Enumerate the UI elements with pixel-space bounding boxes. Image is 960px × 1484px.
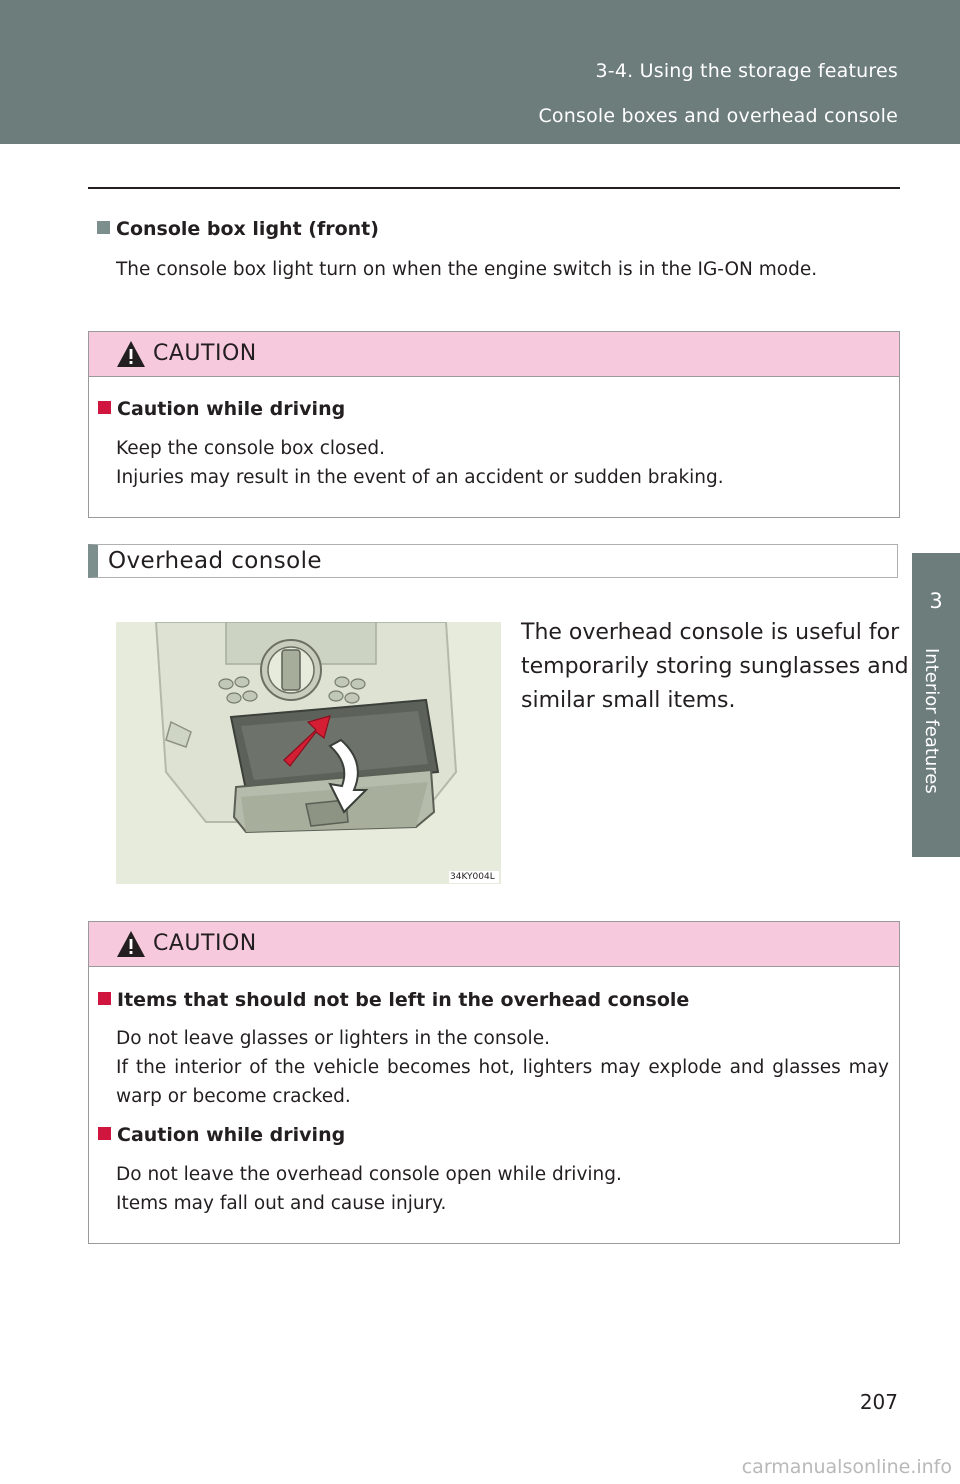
caution-label: CAUTION <box>153 341 257 366</box>
overhead-description <box>521 616 909 718</box>
chapter-number: 3 <box>929 589 943 613</box>
caution2-item2-heading <box>98 1124 345 1146</box>
square-bullet-icon <box>98 1127 111 1140</box>
header-band <box>0 0 960 144</box>
chapter-label: Interior features <box>921 648 942 794</box>
page-number: 207 <box>859 1390 898 1414</box>
caution-header <box>89 922 899 967</box>
caution1-item-heading <box>98 398 345 420</box>
caution-box-1 <box>88 331 900 518</box>
caution2-item1-line: warp or become cracked. <box>116 1086 351 1107</box>
image-code-label: 34KY004L <box>450 872 495 882</box>
caution2-item1-title: Items that should not be left in the overhead console <box>117 989 690 1011</box>
square-bullet-icon <box>98 401 111 414</box>
caution2-item2-line: Do not leave the overhead console open while driving. <box>116 1164 622 1185</box>
caution-header <box>89 332 899 377</box>
caution1-line: Injuries may result in the event of an accident or sudden braking. <box>116 467 724 488</box>
square-bullet-icon <box>98 992 111 1005</box>
caution2-item1-line: If the interior of the vehicle becomes hot, lighters may explode and glasses may <box>116 1057 889 1078</box>
console-light-title: Console box light (front) <box>116 218 379 240</box>
caution-label: CAUTION <box>153 931 257 956</box>
caution2-item1-heading <box>98 989 689 1011</box>
console-light-text: The console box light turn on when the engine switch is in the IG-ON mode. <box>116 259 818 280</box>
watermark: carmanualsonline.info <box>741 1456 952 1478</box>
top-divider <box>88 187 900 189</box>
square-bullet-icon <box>97 221 110 234</box>
overhead-description-line: The overhead console is useful for <box>521 620 900 645</box>
caution2-item2-title: Caution while driving <box>117 1124 346 1146</box>
caution2-item1-line: Do not leave glasses or lighters in the console. <box>116 1028 550 1049</box>
caution1-item-title: Caution while driving <box>117 398 346 420</box>
header-section-title: 3-4. Using the storage features <box>595 60 898 82</box>
overhead-console-illustration <box>116 622 501 884</box>
caution-box-2 <box>88 921 900 1244</box>
overhead-description-line: similar small items. <box>521 688 736 713</box>
chapter-side-tab <box>912 553 960 857</box>
section-heading-bar <box>88 544 898 578</box>
header-page-title: Console boxes and overhead console <box>538 105 898 127</box>
overhead-section-title: Overhead console <box>108 548 322 574</box>
warning-triangle-icon <box>116 340 146 368</box>
overhead-console-drawing <box>116 622 501 884</box>
caution2-item2-line: Items may fall out and cause injury. <box>116 1193 447 1214</box>
warning-triangle-icon <box>116 930 146 958</box>
caution1-line: Keep the console box closed. <box>116 438 386 459</box>
overhead-description-line: temporarily storing sunglasses and <box>521 654 909 679</box>
console-light-heading <box>97 218 379 240</box>
